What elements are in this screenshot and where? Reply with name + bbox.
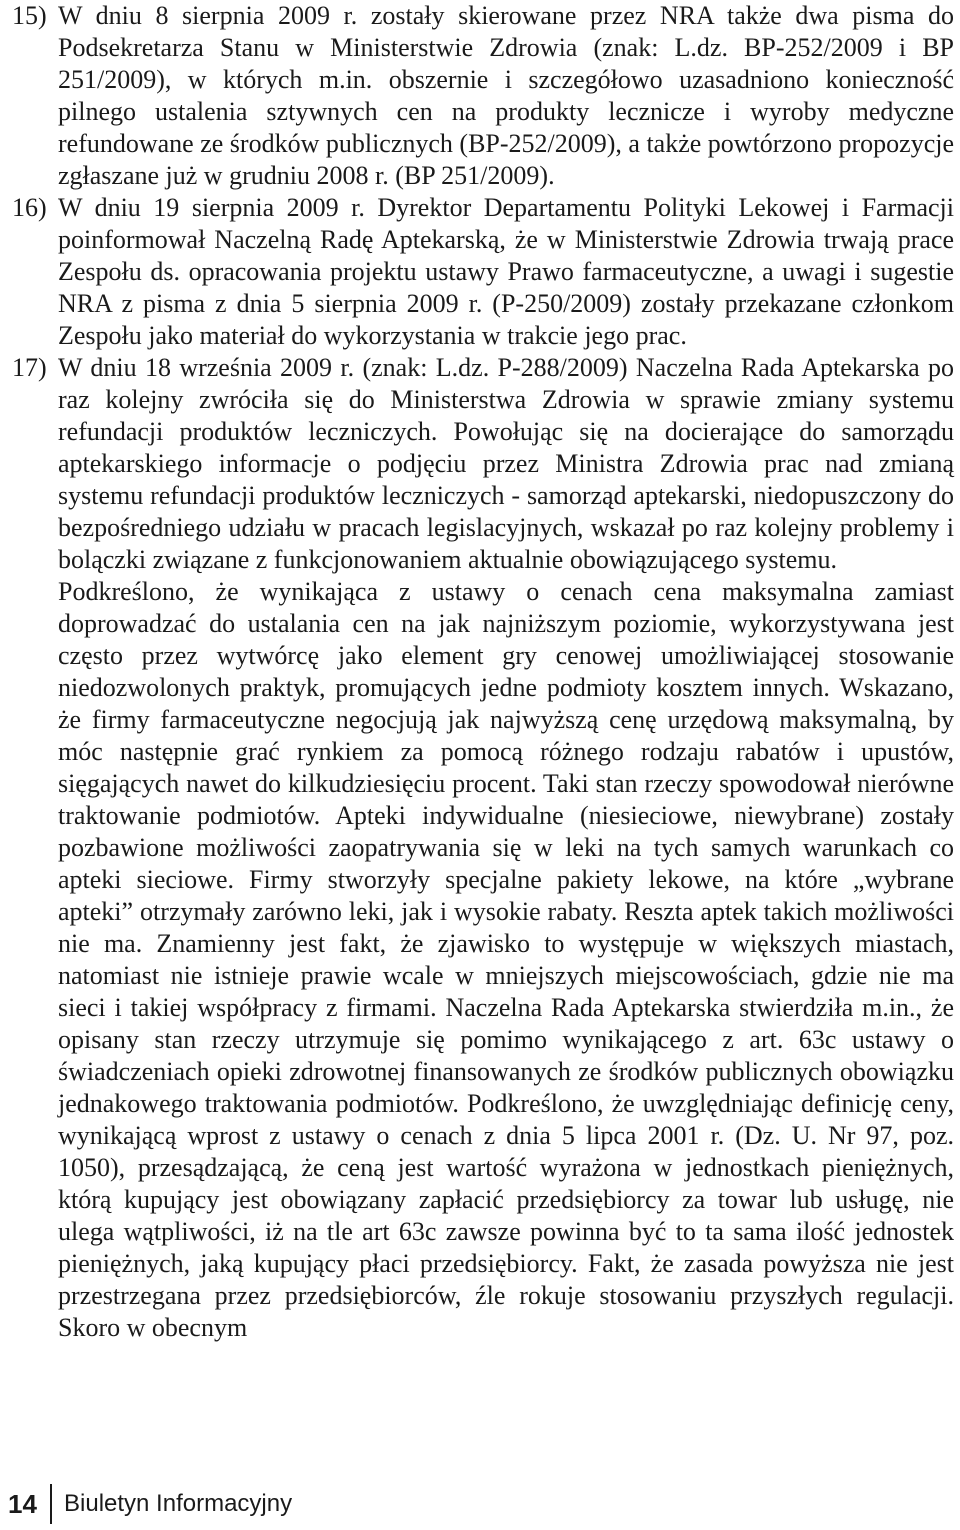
item-number: 17) [12,353,47,382]
document-body [12,0,954,1344]
page-number: 14 [8,1488,37,1519]
item-text: W dniu 8 sierpnia 2009 r. zostały skierowane przez NRA także dwa pisma do Podsekretarza Stanu w Ministerstwie Zdrowia (znak: L.dz. BP-252/2009 i BP 251/2009), w których m.in. obszernie i szczegółowo uzasadniono konieczność pilnego ustalenia sztywnych cen na produkty lecznicze i wyroby medyczne refundowane ze środków publicznych (BP-252/2009), a także powtórzono propozycje zgłaszane już w grudniu 2008 r. (BP 251/2009). [58,1,954,190]
continuation-paragraph [12,576,954,1344]
list-item-17 [12,352,954,576]
item-number: 15) [12,1,47,30]
paragraph-text: Podkreślono, że wynikająca z ustawy o cenach cena maksymalna zamiast doprowadzać do ustalania cen na jak najniższym poziomie, wykorzystywana jest często przez wytwórcę jako element gry cenowej umożliwiającej stosowanie niedozwolonych praktyk, promujących jedne podmioty kosztem innych. Wskazano, że firmy farmaceutyczne negocjują jak najwyższą cenę urzędową maksymalną, by móc następnie grać rynkiem za pomocą różnego rodzaju rabatów i upustów, sięgających nawet do kilkudziesięciu procent. Taki stan rzeczy spowodował nierówne traktowanie podmiotów. Apteki indywidualne (niesieciowe, niewybrane) zostały pozbawione możliwości zaopatrywania się w leki na tych samych warunkach co apteki sieciowe. Firmy stworzyły specjalne pakiety lekowe, na które „wybrane apteki” otrzymały zarówno leki, jak i wysokie rabaty. Reszta aptek takich możliwości nie ma. Znamienny jest fakt, że zjawisko to występuje w większych miastach, natomiast nie istnieje prawie wcale w mniejszych miejscowościach, gdzie nie ma sieci i takiej współpracy z firmami. Naczelna Rada Aptekarska stwierdziła m.in., że opisany stan rzeczy utrzymuje się pomimo wynikającego z art. 63c ustawy o świadczeniach opieki zdrowotnej finansowanych ze środków publicznych obowiązku jednakowego traktowania podmiotów. Podkreślono, że uwzględniając definicję ceny, wynikającą wprost z ustawy o cenach z dnia 5 lipca 2001 r. (Dz. U. Nr 97, poz. 1050), przesądzającą, że ceną jest wartość wyrażona w jednostkach pieniężnych, którą kupujący jest obowiązany zapłacić przedsiębiorcy za towar lub usługę, nie ulega wątpliwości, iż na tle art 63c zawsze powinna być to ta sama ilość jednostek pieniężnych, jaką kupujący płaci przedsiębiorcy. Fakt, że zasada powyższa nie jest przestrzegana przez przedsiębiorców, źle rokuje stosowaniu przyszłych regulacji. Skoro w obecnym [58,577,954,1342]
footer-divider [50,1484,52,1524]
list-item-15 [12,0,954,192]
item-number: 16) [12,193,47,222]
list-item-16 [12,192,954,352]
item-text: W dniu 18 września 2009 r. (znak: L.dz. P-288/2009) Naczelna Rada Aptekarska po raz kolejny zwróciła się do Ministerstwa Zdrowia w sprawie zmiany systemu refundacji produktów leczniczych. Powołując się na docierające do samorządu aptekarskiego informacje o podjęciu przez Ministra Zdrowia prac nad zmianą systemu refundacji produktów leczniczych - samorząd aptekarski, niedopuszczony do bezpośredniego udziału w pracach legislacyjnych, wskazał po raz kolejny problemy i bolączki związane z funkcjonowaniem aktualnie obowiązującego systemu. [58,353,954,574]
publication-title: Biuletyn Informacyjny [64,1490,293,1517]
item-text: W dniu 19 sierpnia 2009 r. Dyrektor Departamentu Polityki Lekowej i Farmacji poinformował Naczelną Radę Aptekarską, że w Ministerstwie Zdrowia trwają prace Zespołu ds. opracowania projektu ustawy Prawo farmaceutyczne, a uwagi i sugestie NRA z pisma z dnia 5 sierpnia 2009 r. (P-250/2009) zostały przekazane członkom Zespołu jako materiał do wykorzystania w trakcie jego prac. [58,193,954,350]
page-footer [8,1484,292,1524]
